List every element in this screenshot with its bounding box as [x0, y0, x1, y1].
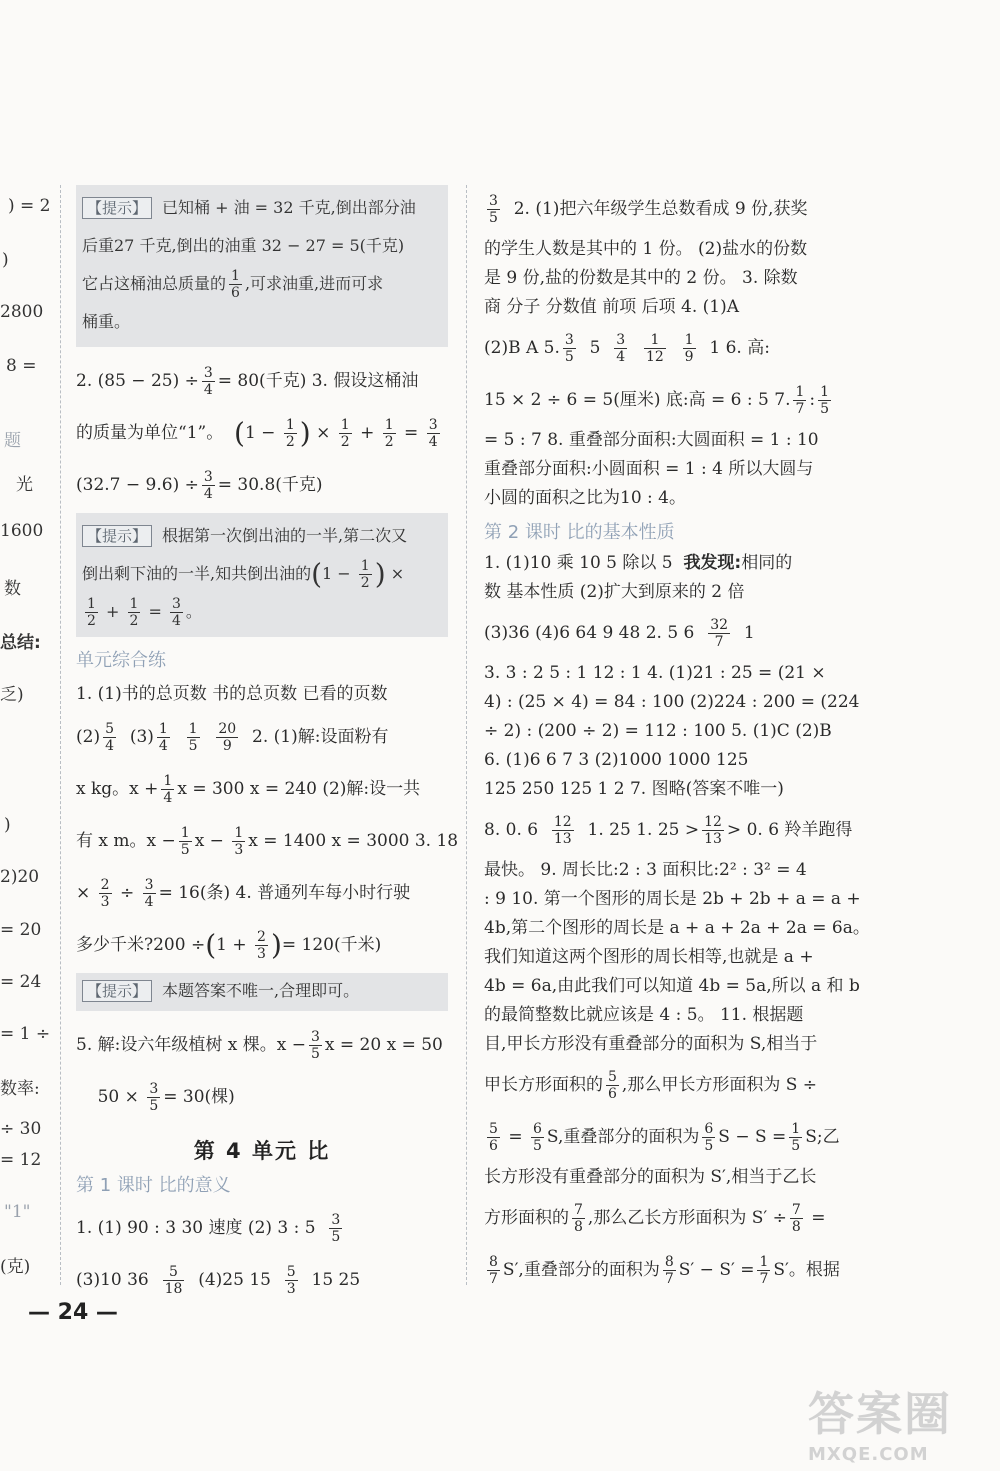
- left-fragment: (克): [0, 1257, 31, 1277]
- answer-text: S;乙: [805, 1127, 840, 1147]
- fraction: $\frac{3}{4}$: [172, 596, 181, 629]
- answer-text: x kg。x +: [76, 779, 159, 799]
- fraction: $\frac{1}{2}$: [129, 596, 139, 629]
- answer-text: (4)25 15: [198, 1270, 271, 1290]
- fraction: $\frac{5}{6}$: [608, 1069, 617, 1102]
- answer-text: S,重叠部分的面积为: [546, 1127, 700, 1147]
- discovery-label: 我发现:: [683, 553, 742, 573]
- answer-text: S′ − S′ =: [678, 1260, 755, 1280]
- hint-text: 已知桶 + 油 = 32 千克,倒出部分油: [162, 198, 416, 217]
- left-fragment: 乏): [0, 685, 24, 705]
- fraction: $\frac{1}{7}$: [759, 1254, 769, 1287]
- answer-text: ,那么甲长方形面积为 S ÷: [621, 1075, 818, 1095]
- fraction: $\frac{3}{4}$: [203, 469, 213, 502]
- left-fragment: 1600: [0, 521, 44, 541]
- answer-text: x = 1400 x = 3000 3. 18: [248, 831, 459, 851]
- answer-text: 5. 解:设六年级植树 x 棵。x −: [76, 1035, 306, 1055]
- fraction: $\frac{1}{5}$: [180, 825, 190, 858]
- fraction: $\frac{1}{3}$: [234, 825, 244, 858]
- answer-text: 2. (1)把六年级学生总数看成 9 份,获奖: [513, 199, 808, 219]
- answer-text: S′,重叠部分的面积为: [502, 1260, 660, 1280]
- answer-text: 3. 3 : 2 5 : 1 12 : 1 4. (1)21 : 25 = (21 ×: [484, 663, 826, 683]
- answer-text: = 30(棵): [163, 1087, 235, 1107]
- fraction: $\frac{3}{4}$: [616, 332, 626, 365]
- answer-text: 4b,第二个图形的周长是 a + a + 2a + 2a = 6a。: [484, 918, 870, 938]
- hint-text: 它占这桶油总质量的: [82, 274, 227, 293]
- left-fragment: ): [2, 250, 9, 270]
- answer-text: = 16(条) 4. 普通列车每小时行驶: [158, 883, 411, 903]
- unit-title: 第 4 单元 比: [193, 1139, 331, 1163]
- answer-text: 商 分子 分数值 前项 后项 4. (1)A: [484, 297, 739, 317]
- right-column: $\frac{3}{5}$ 2. (1)把六年级学生总数看成 9 份,获奖 的学生人数是其中的 1 份。 (2)盐水的份数 是 9 份,盐的份数是其中的 2 份。 3. 除数 商 分子 分数值 前项 后项 4. (1)A (2)B A 5. $\frac{3}{5}$ 5 $\frac{3}{4}$ $\frac{1}{12}$ $\frac{1}{9}$ 1 6. 高: 15 × 2 ÷ 6 = 5(厘米) 底:高 = 6 : 5 7. $\frac{1}{7}$ : $\frac{1}{5}$ = 5 : 7 8. 重叠部分面积:大圆面积 = 1 : 10 重叠部分面积:小圆面积 = 1 : 4 所以大圆与 小圆的面积之比为10 : 4。 第 2 课时 比的基本性质 1. (1)10 乘 10 5 除以 5 我发现:相同的 数 基本性质 (2)扩大到原来的 2 倍 (3)36 (4)6 64 9 48 2. 5 6 $\frac{32}{7}$ 1 3. 3 : 2 5 : 1 12 : 1 4. (1)21 : 25 = (21 × 4) : (25 × 4) = 84 : 100 (2)224 : 200 = (224 ÷ 2) : (200 ÷ 2) = 112 : 100 5. (1)C (2)B 6. (1)6 6 7 3 (2)1000 1000 125 125 250 125 1 2 7. 图略(答案不唯一) 8. 0. 6 $\frac{12}{13}$ 1. 25 1. 25 > $\frac{12}{13}$ > 0. 6 羚羊跑得 最快。 9. 周长比:2 : 3 面积比:2² : 3² = 4 : 9 10. 第一个图形的周长是 2b + 2b + a = a + 4b,第二个图形的周长是 a + a + 2a + 2a = 6a。 我们知道这两个图形的周长相等,也就是 a + 4b = 6a,由此我们可以知道 4b = 5a,所以 a 和 b 的最简整数比就应该是 4 : 5。 11. 根据题 目,甲长方形没有重叠部分的面积为 S,相当于 甲长方形面积的 $\frac{5}{6}$ ,那么甲长方形面积为 S ÷ $\frac{5}{6}$ = $\frac{6}{5}$ S,重叠部分的面积为 $\frac{6}{5}$ S − S = $\frac{1}{5}$ S;乙 长方形没有重叠部分的面积为 S′,相当于乙长 方形面积的 $\frac{7}{8}$ ,那么乙长方形面积为 S′ ÷ $\frac{7}{8}$ = $\frac{8}{7}$ S′,重叠部分的面积为 $\frac{8}{7}$ S′ − S′ = $\frac{1}{7}$ S′。根据: [484, 193, 870, 1287]
- page-number: — 24 —: [28, 1300, 118, 1325]
- hint-box: 【提示】 根据第一次倒出油的一半,第二次又 倒出剩下油的一半,知共倒出油的(1 − $\frac{1}{2}$ ) × $\frac{1}{2}$ + $\frac{1}{2}$ = $\frac{3}{4}$ 。: [76, 513, 448, 637]
- answer-text: 的学生人数是其中的 1 份。 (2)盐水的份数: [484, 239, 808, 259]
- hint-tag: 【提示】: [82, 197, 152, 219]
- answer-text: x = 20 x = 50: [324, 1035, 443, 1055]
- answer-text: 15 × 2 ÷ 6 = 5(厘米) 底:高 = 6 : 5 7.: [484, 390, 791, 410]
- left-fragment: = 20: [0, 920, 42, 940]
- fraction: $\frac{3}{4}$: [428, 417, 438, 450]
- left-fragment: 数: [4, 579, 21, 599]
- hint-tag: 【提示】: [82, 980, 152, 1002]
- fraction: $\frac{1}{2}$: [360, 558, 370, 591]
- fraction: $\frac{2}{3}$: [257, 929, 266, 962]
- answer-text: = 120(千米): [281, 935, 382, 955]
- fraction: $\frac{3}{5}$: [564, 332, 574, 365]
- answer-text: x = 300 x = 240 (2)解:设一共: [177, 779, 421, 799]
- answer-text: = 80(千克) 3. 假设这桶油: [217, 371, 419, 391]
- fraction: $\frac{3}{5}$: [331, 1212, 341, 1245]
- fraction: $\frac{1}{7}$: [795, 384, 805, 417]
- answer-text: 有 x m。x −: [76, 831, 176, 851]
- left-fragment: 题: [4, 431, 21, 451]
- fraction: $\frac{1}{2}$: [285, 417, 295, 450]
- fraction: $\frac{5}{18}$: [164, 1264, 183, 1297]
- left-fragment: ): [4, 815, 11, 835]
- fraction: $\frac{3}{5}$: [310, 1029, 320, 1062]
- answer-text: 甲长方形面积的: [484, 1075, 603, 1095]
- fraction: $\frac{5}{4}$: [105, 721, 115, 754]
- answer-text: S′。根据: [773, 1260, 840, 1280]
- answer-text: 125 250 125 1 2 7. 图略(答案不唯一): [484, 779, 784, 799]
- answer-text: 1. (1) 90 : 3 30 速度 (2) 3 : 5: [76, 1218, 316, 1238]
- fraction: $\frac{5}{3}$: [286, 1264, 296, 1297]
- answer-text: 目,甲长方形没有重叠部分的面积为 S,相当于: [484, 1034, 818, 1054]
- fraction: $\frac{3}{5}$: [489, 193, 498, 226]
- fraction: $\frac{1}{4}$: [158, 721, 168, 754]
- watermark-text: MXQE.COM: [808, 1444, 929, 1465]
- answer-text: : 9 10. 第一个图形的周长是 2b + 2b + a = a +: [484, 889, 861, 909]
- fraction: $\frac{8}{7}$: [664, 1254, 674, 1287]
- answer-text: 是 9 份,盐的份数是其中的 2 份。 3. 除数: [484, 268, 798, 288]
- answer-text: = 30.8(千克): [217, 475, 323, 495]
- left-fragment: = 24: [0, 972, 42, 992]
- hint-text: 本题答案不唯一,合理即可。: [162, 981, 360, 1000]
- left-fragment: = 1 ÷: [0, 1024, 51, 1044]
- column-divider: [466, 185, 467, 1285]
- answer-text: (32.7 − 9.6) ÷: [76, 475, 199, 495]
- left-fragment: 2800: [0, 302, 44, 322]
- hint-text: 倒出剩下油的一半,知共倒出油的: [82, 564, 312, 583]
- fraction: $\frac{32}{7}$: [710, 617, 729, 650]
- fraction: $\frac{12}{13}$: [553, 814, 572, 847]
- answer-text: 数 基本性质 (2)扩大到原来的 2 倍: [484, 582, 745, 602]
- answer-text: 2. (85 − 25) ÷: [76, 371, 199, 391]
- fraction: $\frac{7}{8}$: [791, 1202, 801, 1235]
- hint-text: 后重27 千克,倒出的油重 32 − 27 = 5(千克): [82, 236, 405, 255]
- answer-text: = 5 : 7 8. 重叠部分面积:大圆面积 = 1 : 10: [484, 430, 819, 450]
- answer-text: 4) : (25 × 4) = 84 : 100 (2)224 : 200 = (224: [484, 692, 860, 712]
- answer-text: (3)10 36: [76, 1270, 149, 1290]
- fraction: $\frac{2}{3}$: [100, 877, 110, 910]
- answer-text: 1. 25 1. 25 >: [587, 820, 700, 840]
- answer-text: 长方形没有重叠部分的面积为 S′,相当于乙长: [484, 1167, 817, 1187]
- fraction: $\frac{7}{8}$: [574, 1202, 583, 1235]
- answer-text: 小圆的面积之比为10 : 4。: [484, 488, 686, 508]
- answer-text: 1 6. 高:: [709, 338, 770, 358]
- left-fragment: ) = 2: [8, 196, 51, 216]
- fraction: $\frac{1}{2}$: [384, 417, 394, 450]
- answer-text: 的最简整数比就应该是 4 : 5。 11. 根据题: [484, 1005, 804, 1025]
- fraction: $\frac{20}{9}$: [218, 721, 237, 754]
- left-fragment: 光: [16, 475, 33, 495]
- answer-text: > 0. 6 羚羊跑得: [726, 820, 853, 840]
- answer-text: 1. (1)10 乘 10 5 除以 5: [484, 553, 673, 573]
- fraction: $\frac{8}{7}$: [489, 1254, 498, 1287]
- fraction: $\frac{1}{2}$: [340, 417, 350, 450]
- fraction: $\frac{1}{12}$: [645, 332, 664, 365]
- left-fragment: 数率:: [0, 1079, 40, 1099]
- answer-text: 8. 0. 6: [484, 820, 539, 840]
- answer-text: (2)B A 5.: [484, 338, 560, 358]
- middle-column: 【提示】 已知桶 + 油 = 32 千克,倒出部分油 后重27 千克,倒出的油重 32 − 27 = 5(千克) 它占这桶油总质量的 $\frac{1}{6}$ ,可求油重,进而可求 桶重。 2. (85 − 25) ÷ $\frac{3}{4}$ = 80(千克) 3. 假设这桶油 的质量为单位“1”。 (1 − $\frac{1}{2}$ ) × $\frac{1}{2}$ + $\frac{1}{2}$ = $\frac{3}{4}$ (32.7 − 9.6) ÷ $\frac{3}{4}$ = 30.8(千克) 【提示】 根据第一次倒出油的一半,第二次又 倒出剩下油的一半,知共倒出油的(1 − $\frac{1}{2}$ ) × $\frac{1}{2}$ + $\frac{1}{2}$ = $\frac{3}{4}$ 。 单元综合练 1. (1)书的总页数 书的总页数 已看的页数 (2) $\frac{5}{4}$ (3) $\frac{1}{4}$ $\frac{1}{5}$ $\frac{20}{9}$ 2. (1)解:设面粉有 x kg。x + $\frac{1}{4}$ x = 300 x = 240 (2)解:设一共 有 x m。x − $\frac{1}{5}$ x − $\frac{1}{3}$ x = 1400 x = 3000 3. 18 × $\frac{2}{3}$ ÷ $\frac{3}{4}$ = 16(条) 4. 普通列车每小时行驶 多少千米?200 ÷(1 + $\frac{2}{3}$ )= 120(千米) 【提示】 本题答案不唯一,合理即可。 5. 解:设六年级植树 x 棵。x − $\frac{3}{5}$ x = 20 x = 50 50 × $\frac{3}{5}$ = 30(棵) 第 4 单元 比 第 1 课时 比的意义 1. (1) 90 : 3 30 速度 (2) 3 : 5 $\frac{3}{5}$ (3)10 36 $\frac{5}{18}$ (4)25 15 $\frac{5}{3}$ 15 25: [76, 183, 448, 1306]
- answer-text: S − S =: [718, 1127, 787, 1147]
- answer-text: 我们知道这两个图形的周长相等,也就是 a +: [484, 947, 814, 967]
- answer-text: (3)36 (4)6 64 9 48 2. 5 6: [484, 623, 695, 643]
- fraction: $\frac{1}{4}$: [163, 773, 173, 806]
- fraction: $\frac{3}{4}$: [144, 877, 154, 910]
- hint-box: [76, 973, 448, 1011]
- fraction: $\frac{3}{4}$: [203, 365, 213, 398]
- answer-text: 1. (1)书的总页数 书的总页数 已看的页数: [76, 684, 388, 704]
- left-fragment: "1": [4, 1202, 31, 1222]
- answer-text: ÷ 2) : (200 ÷ 2) = 112 : 100 5. (1)C (2)B: [484, 721, 832, 741]
- section-heading: 单元综合练: [76, 650, 166, 671]
- answer-text: 多少千米?200 ÷: [76, 935, 206, 955]
- fraction: $\frac{1}{5}$: [188, 721, 198, 754]
- answer-text: 相同的: [741, 553, 793, 573]
- fraction: $\frac{1}{2}$: [87, 596, 96, 629]
- answer-text: 方形面积的: [484, 1208, 569, 1228]
- fraction: $\frac{12}{13}$: [704, 814, 722, 847]
- hint-text: ,可求油重,进而可求: [244, 274, 384, 293]
- fraction: $\frac{6}{5}$: [704, 1121, 714, 1154]
- section-heading: 第 1 课时 比的意义: [76, 1175, 231, 1196]
- left-fragment: ÷ 30: [0, 1119, 42, 1139]
- answer-text: 2. (1)解:设面粉有: [252, 727, 389, 747]
- left-fragment: 2)20: [0, 867, 40, 887]
- answer-text: 最快。 9. 周长比:2 : 3 面积比:2² : 3² = 4: [484, 860, 807, 880]
- left-fragment: = 12: [0, 1150, 42, 1170]
- fraction: $\frac{6}{5}$: [532, 1121, 542, 1154]
- fraction: $\frac{5}{6}$: [489, 1121, 498, 1154]
- fraction: $\frac{1}{6}$: [231, 268, 240, 301]
- watermark-logo: [808, 1378, 984, 1465]
- column-divider: [60, 185, 61, 1285]
- left-fragment: 总结:: [0, 633, 41, 653]
- answer-text: 4b = 6a,由此我们可以知道 4b = 5a,所以 a 和 b: [484, 976, 860, 996]
- hint-box: [76, 185, 448, 347]
- section-heading: 第 2 课时 比的基本性质: [484, 522, 675, 543]
- watermark-text: 答案圈: [808, 1387, 952, 1441]
- fraction: $\frac{3}{5}$: [149, 1081, 159, 1114]
- answer-text: 1: [743, 623, 755, 643]
- fraction: $\frac{1}{9}$: [684, 332, 694, 365]
- hint-text: 根据第一次倒出油的一半,第二次又: [162, 526, 408, 545]
- fraction: $\frac{1}{5}$: [791, 1121, 801, 1154]
- answer-text: 6. (1)6 6 7 3 (2)1000 1000 125: [484, 750, 749, 770]
- hint-text: 桶重。: [82, 312, 131, 331]
- answer-text: 的质量为单位“1”。: [76, 423, 224, 443]
- hint-tag: 【提示】: [82, 525, 152, 547]
- left-fragment: 8 =: [6, 356, 37, 376]
- answer-text: 15 25: [311, 1270, 361, 1290]
- answer-text: ,那么乙长方形面积为 S′ ÷: [587, 1208, 787, 1228]
- answer-text: 重叠部分面积:小圆面积 = 1 : 4 所以大圆与: [484, 459, 814, 479]
- fraction: $\frac{1}{5}$: [820, 384, 830, 417]
